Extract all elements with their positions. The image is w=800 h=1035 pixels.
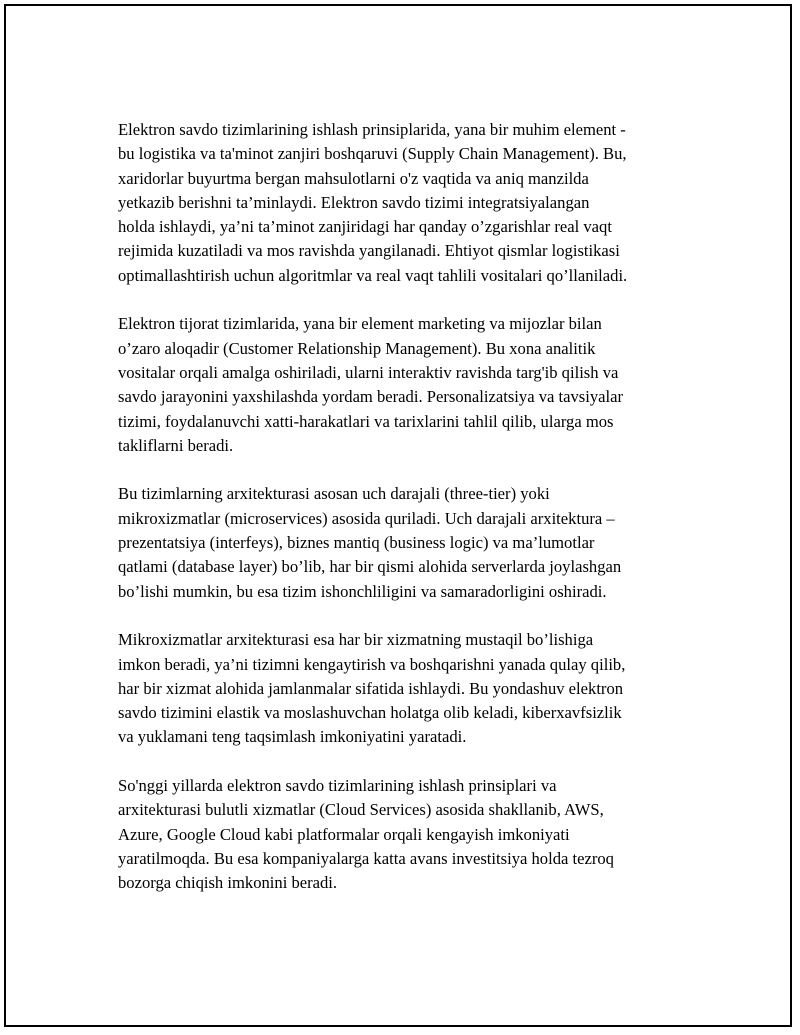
paragraph-crm: Elektron tijorat tizimlarida, yana bir element marketing va mijozlar bilan o’zaro aloqadir (Customer Relationship Management). Bu xona analitik vositalar orqali amalga oshiriladi, ularni interaktiv ravishda targ'ib qilish va savdo jarayonini yaxshilashda yordam beradi. Personalizatsiya va tavsiyalar tizimi, foydalanuvchi xatti-harakatlari va tarixlarini tahlil qilib, ularga mos takliflarni beradi. [118, 314, 624, 455]
paragraph-cloud: So'nggi yillarda elektron savdo tizimlarining ishlash prinsiplari va arxitekturasi bulutli xizmatlar (Cloud Services) asosida shakllanib, AWS, Azure, Google Cloud kabi platformalar orqali kengayish imkoniyati yaratilmoqda. Bu esa kompaniyalarga katta avans investitsiya holda tezroq bozorga chiqish imkonini beradi. [118, 776, 614, 893]
paragraph-logistics: Elektron savdo tizimlarining ishlash prinsiplarida, yana bir muhim element - bu logistika va ta'minot zanjiri boshqaruvi (Supply Chain Management). Bu, xaridorlar buyurtma bergan mahsulotlarni o'z vaqtida va aniq manzilda yetkazib berishni ta’minlaydi. Elektron savdo tizimi integratsiyalangan holda ishlaydi, ya’ni ta’minot zanjiridagi har qanday o’zgarishlar real vaqt rejimida kuzatiladi va mos ravishda yangilanadi. Ehtiyot qismlar logistikasi optimallashtirish uchun algoritmlar va real vaqt tahlili vositalari qo’llaniladi. [118, 120, 628, 285]
paragraph-architecture: Bu tizimlarning arxitekturasi asosan uch darajali (three-tier) yoki mikroxizmatlar (microservices) asosida quriladi. Uch darajali arxitektura – prezentatsiya (interfeys), biznes mantiq (business logic) va ma’lumotlar qatlami (database layer) bo’lib, har bir qismi alohida serverlarda joylashgan bo’lishi mumkin, bu esa tizim ishonchliligini va samaradorligini oshiradi. [118, 484, 622, 601]
document-body [118, 118, 698, 920]
paragraph-microservices: Mikroxizmatlar arxitekturasi esa har bir xizmatning mustaqil bo’lishiga imkon beradi, ya’ni tizimni kengaytirish va boshqarishni yanada qulay qilib, har bir xizmat alohida jamlanmalar sifatida ishlaydi. Bu yondashuv elektron savdo tizimini elastik va moslashuvchan holatga olib keladi, kiberxavfsizlik va yuklamani teng taqsimlash imkoniyatini yaratadi. [118, 630, 626, 747]
